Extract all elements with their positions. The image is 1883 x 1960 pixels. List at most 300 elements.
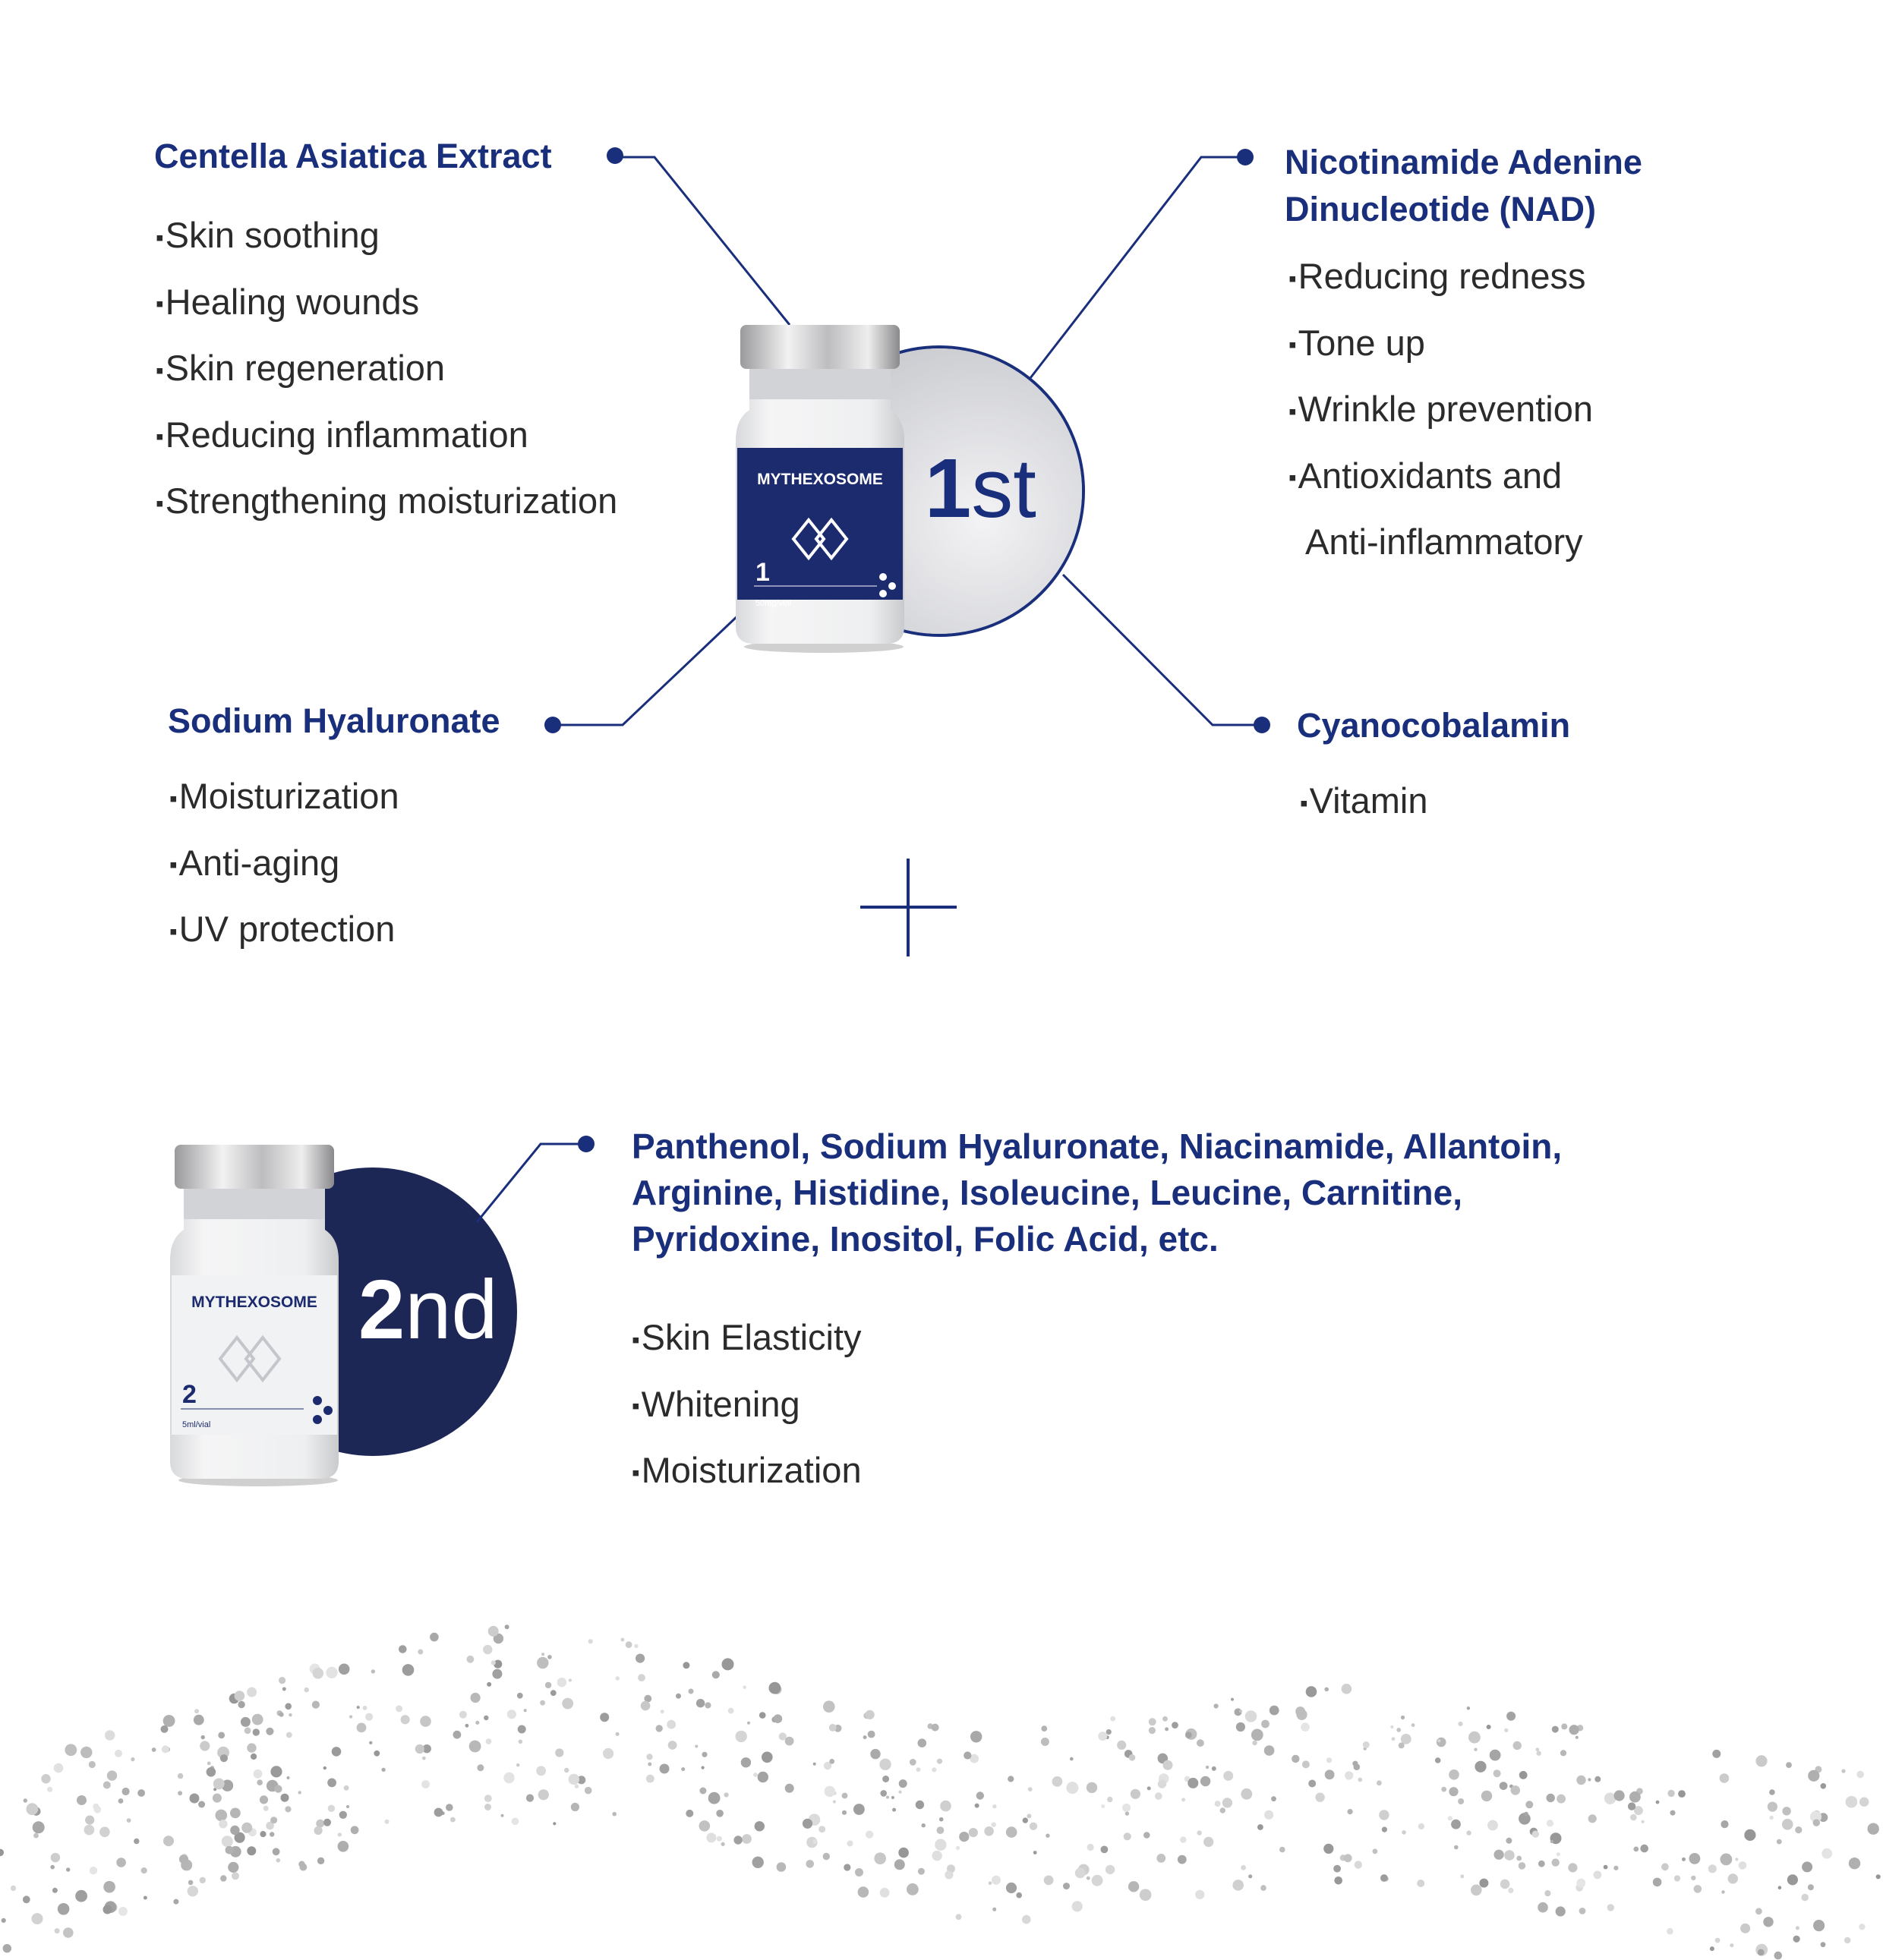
particle-dot <box>1519 1771 1528 1779</box>
particle-dot <box>964 1751 971 1759</box>
particle-dot <box>918 1868 925 1875</box>
particle-dot <box>222 1836 233 1847</box>
particle-dot <box>569 1679 572 1682</box>
particle-dot <box>488 1626 499 1637</box>
particle-dot <box>1140 1889 1152 1901</box>
second-badge-suffix: nd <box>405 1263 498 1357</box>
particle-dot <box>932 1767 936 1772</box>
particle-dot <box>641 1701 651 1711</box>
particle-dot <box>220 1754 228 1762</box>
particle-dot <box>708 1792 721 1804</box>
particle-dot <box>1511 1785 1521 1795</box>
particle-dot <box>1763 1917 1773 1927</box>
particle-dot <box>907 1883 919 1895</box>
particle-dot <box>1720 1773 1730 1783</box>
particle-dot <box>141 1867 147 1873</box>
particle-dot <box>257 1779 263 1785</box>
particle-dot <box>545 1682 551 1688</box>
particle-dot <box>1689 1853 1701 1864</box>
particle-dot <box>1197 1739 1204 1747</box>
particle-dot <box>422 1757 426 1760</box>
particle-dot <box>712 1671 720 1678</box>
particle-dot <box>1251 1729 1263 1741</box>
particle-dot <box>1782 1819 1793 1830</box>
particle-dot <box>41 1774 50 1783</box>
particle-dot <box>600 1713 609 1722</box>
particle-dot <box>667 1720 676 1729</box>
particle-dot <box>103 1881 115 1893</box>
particle-dot <box>932 1724 939 1732</box>
particle-dot <box>969 1828 978 1837</box>
particle-dot <box>823 1853 830 1860</box>
particle-dot <box>1231 1698 1234 1701</box>
list-item: ▪ Skin regeneration <box>156 336 617 403</box>
particle-dot <box>107 1770 117 1780</box>
particle-dot <box>882 1776 889 1782</box>
particle-dot <box>1232 1880 1244 1891</box>
particle-dot <box>1694 1885 1702 1893</box>
particle-dot <box>1710 1946 1714 1951</box>
particle-dot <box>483 1645 492 1654</box>
particle-dot <box>446 1804 453 1811</box>
particle-dot <box>1674 1875 1680 1881</box>
particle-dot <box>122 1788 130 1795</box>
list-item-continuation: Anti-inflammatory <box>1305 522 1583 562</box>
particle-dot <box>1846 1796 1858 1808</box>
particle-dot <box>1125 1811 1129 1815</box>
particle-dot <box>1178 1855 1187 1864</box>
particle-dot <box>200 1741 210 1750</box>
particle-dot <box>198 1801 205 1808</box>
particle-dot <box>716 1810 724 1817</box>
particle-dot <box>118 1798 124 1804</box>
particle-dot <box>471 1693 481 1703</box>
particle-dot <box>127 1818 131 1823</box>
particle-dot <box>1390 1725 1393 1728</box>
particle-dot <box>207 1767 216 1777</box>
particle-dot <box>90 1867 97 1874</box>
particle-dot <box>1016 1892 1022 1899</box>
particle-dot <box>517 1693 523 1699</box>
sodium-benefits <box>169 764 399 964</box>
particle-dot <box>252 1714 263 1725</box>
particle-dot <box>270 1832 274 1836</box>
particle-dot <box>970 1731 982 1742</box>
particle-dot <box>93 1804 99 1810</box>
particle-dot <box>626 1641 632 1648</box>
particle-dot <box>742 1834 752 1844</box>
particle-dot <box>910 1759 916 1766</box>
particle-dot <box>1342 1684 1352 1694</box>
particle-dot <box>1841 1769 1845 1773</box>
particle-dot <box>1156 1854 1165 1863</box>
particle-dot <box>1594 1776 1601 1782</box>
nad-heading-line2: Dinucleotide (NAD) <box>1285 190 1596 228</box>
particle-dot <box>251 1754 257 1760</box>
connector-dot-cyano <box>1254 717 1270 733</box>
particle-dot <box>85 1816 94 1825</box>
list-item: ▪ Healing wounds <box>156 270 617 337</box>
particle-dot <box>1075 1868 1086 1879</box>
particle-dot <box>785 1784 794 1793</box>
particle-dot <box>1451 1820 1461 1829</box>
particle-dot <box>1466 1830 1471 1835</box>
particle-dot <box>1437 1739 1440 1742</box>
particle-dot <box>238 1701 244 1708</box>
second-badge-number: 2 <box>358 1263 405 1357</box>
particle-dot <box>1087 1782 1097 1793</box>
particle-dot <box>338 1841 349 1852</box>
particle-dot <box>507 1709 516 1719</box>
list-item: ▪ Vitamin <box>1300 769 1428 836</box>
particle-dot <box>1691 1876 1695 1880</box>
particle-dot <box>741 1757 751 1767</box>
particle-dot <box>825 1786 835 1797</box>
particle-dot <box>1735 1858 1738 1861</box>
particle-dot <box>1070 1757 1074 1761</box>
particle-dot <box>346 1805 349 1808</box>
particle-dot <box>1575 1736 1579 1739</box>
particle-dot <box>1532 1831 1539 1838</box>
particle-dot <box>1557 1795 1566 1804</box>
particle-dot <box>1306 1686 1317 1697</box>
particle-dot <box>1087 1876 1090 1880</box>
particle-dot <box>892 1808 896 1812</box>
particle-dot <box>1653 1878 1662 1887</box>
particle-dot <box>279 1677 285 1684</box>
centella-heading: Centella Asiatica Extract <box>154 137 552 175</box>
particle-dot <box>886 1796 889 1799</box>
particle-dot <box>1270 1706 1279 1716</box>
particle-dot <box>213 1779 225 1790</box>
particle-dot <box>3 1944 11 1952</box>
vial-2-number: 2 <box>182 1380 197 1409</box>
particle-dot <box>0 1849 4 1857</box>
particle-dot <box>1129 1754 1136 1761</box>
particle-dot <box>89 1761 96 1768</box>
particle-dot <box>1163 1760 1173 1770</box>
particle-dot <box>332 1747 342 1757</box>
particle-dot <box>270 1766 282 1777</box>
particle-dot <box>992 1908 996 1911</box>
particle-dot <box>585 1787 592 1795</box>
particle-dot <box>975 1804 979 1808</box>
particle-dot <box>219 1820 227 1828</box>
second-badge-label <box>358 1262 498 1358</box>
list-item: ▪ Reducing redness <box>1288 244 1593 311</box>
particle-dot <box>1402 1830 1406 1835</box>
particle-dot <box>1821 1848 1832 1859</box>
particle-dot <box>434 1808 443 1817</box>
particle-dot <box>1525 1801 1533 1808</box>
particle-dot <box>945 1870 953 1879</box>
particle-dot <box>1323 1844 1333 1854</box>
particle-dot <box>1236 1722 1245 1732</box>
particle-dot <box>1479 1879 1488 1888</box>
particle-dot <box>467 1656 475 1663</box>
particle-dot <box>357 1723 367 1733</box>
list-item: ▪ Anti-aging <box>169 831 399 898</box>
particle-dot <box>1782 1807 1790 1815</box>
particle-dot <box>1248 1874 1252 1878</box>
particle-dot <box>475 1721 479 1725</box>
particle-dot <box>1721 1820 1728 1828</box>
particle-dot <box>721 1842 725 1846</box>
particle-dot <box>1519 1862 1526 1870</box>
particle-dot <box>54 1763 64 1773</box>
particle-dot <box>162 1745 169 1753</box>
particle-dot <box>1506 1838 1512 1844</box>
particle-dot <box>194 1715 204 1725</box>
particle-dot <box>241 1823 252 1833</box>
particle-dot <box>689 1689 694 1694</box>
particle-dot <box>1604 1865 1608 1870</box>
cyano-benefits <box>1300 769 1428 836</box>
particle-dot <box>880 1888 890 1898</box>
particle-dot <box>728 1708 734 1714</box>
particle-dot <box>638 1674 645 1681</box>
particle-dot <box>812 1839 817 1844</box>
particle-dot <box>11 1886 16 1891</box>
particle-dot <box>1399 1742 1405 1748</box>
particle-dot <box>758 1772 768 1782</box>
particle-dot <box>1392 1737 1396 1741</box>
particle-dot <box>80 1747 92 1758</box>
particle-dot <box>1755 1908 1762 1914</box>
particle-dot <box>188 1880 194 1886</box>
particle-dot <box>1778 1886 1782 1889</box>
particle-dot <box>298 1861 304 1867</box>
particle-dot <box>374 1750 380 1757</box>
particle-dot <box>847 1841 853 1847</box>
particle-dot <box>1023 1817 1028 1823</box>
particle-dot <box>161 1725 169 1733</box>
particle-dot <box>338 1832 342 1836</box>
particle-dot <box>541 1653 544 1656</box>
particle-dot <box>1363 1741 1370 1748</box>
connector-dot-sodium <box>544 717 561 733</box>
particle-dot <box>932 1851 942 1861</box>
particle-dot <box>99 1827 110 1838</box>
particle-dot <box>213 1794 222 1803</box>
particle-dot <box>1777 1839 1782 1845</box>
particle-dot <box>371 1669 375 1673</box>
particle-dot <box>1821 1942 1826 1947</box>
particle-dot <box>27 1803 39 1815</box>
particle-dot <box>1124 1832 1131 1840</box>
particle-dot <box>1493 1769 1501 1777</box>
particle-dot <box>855 1868 863 1876</box>
particle-dot <box>1508 1888 1513 1893</box>
particle-dot <box>317 1858 324 1864</box>
second-ingredients-heading <box>632 1123 1562 1262</box>
particle-dot <box>1214 1703 1219 1708</box>
particle-dot <box>1033 1851 1037 1854</box>
particle-dot <box>759 1712 766 1719</box>
particle-dot <box>1222 1798 1232 1807</box>
particle-dot <box>1516 1856 1522 1861</box>
particle-dot <box>564 1768 569 1773</box>
particle-dot <box>557 1678 566 1687</box>
particle-dot <box>401 1715 410 1724</box>
particle-dot <box>733 1836 742 1844</box>
first-badge-number: 1 <box>925 442 972 535</box>
second-ingredients-line: Panthenol, Sodium Hyaluronate, Niacinamide, Allantoin, <box>632 1127 1563 1166</box>
particle-dot <box>484 1716 488 1720</box>
particle-dot <box>281 1794 289 1802</box>
particle-dot <box>1131 1789 1140 1799</box>
particle-dot <box>363 1706 367 1710</box>
particle-dot <box>163 1715 175 1727</box>
list-item: ▪ Moisturization <box>632 1438 862 1505</box>
particle-dot <box>1787 1874 1798 1885</box>
particle-dot <box>220 1875 226 1881</box>
particle-dot <box>516 1763 519 1766</box>
particle-dot <box>200 1877 206 1883</box>
particle-dot <box>228 1862 238 1873</box>
particle-dot <box>58 1903 70 1915</box>
particle-dot <box>232 1872 239 1880</box>
list-item: ▪ Strengthening moisturization <box>156 469 617 536</box>
particle-dot <box>916 1801 924 1809</box>
particle-dot <box>115 1750 122 1757</box>
particle-dot <box>1796 1926 1799 1930</box>
particle-dot <box>207 1762 211 1766</box>
particle-dot <box>747 1722 750 1725</box>
particle-dot <box>1334 1876 1342 1885</box>
particle-dot <box>103 1905 112 1914</box>
particle-dot <box>616 1732 620 1736</box>
particle-dot <box>1667 1928 1673 1935</box>
particle-dot <box>1667 1790 1674 1797</box>
particle-dot <box>492 1669 502 1679</box>
particle-dot <box>247 1743 256 1752</box>
particle-dot <box>484 1795 492 1802</box>
particle-dot <box>459 1711 467 1719</box>
particle-dot <box>173 1899 178 1905</box>
particle-dot <box>1181 1798 1185 1801</box>
particle-dot <box>1325 1769 1335 1779</box>
particle-dot <box>1158 1779 1166 1788</box>
particle-dot <box>681 1767 685 1771</box>
particle-dot <box>1813 1920 1825 1931</box>
particle-dot <box>553 1822 556 1825</box>
particle-dot <box>575 1785 579 1788</box>
particle-dot <box>1188 1778 1198 1788</box>
particle-dot <box>870 1749 880 1759</box>
particle-dot <box>1795 1826 1802 1833</box>
second-ingredients-line: Pyridoxine, Inositol, Folic Acid, etc. <box>632 1219 1219 1259</box>
particle-dot <box>646 1775 654 1783</box>
particle-dot <box>1613 1866 1618 1870</box>
particle-dot <box>1642 1820 1645 1823</box>
particle-dot <box>1092 1875 1103 1886</box>
particle-dot <box>103 1782 111 1789</box>
particle-dot <box>399 1645 407 1653</box>
list-item: ▪ Moisturization <box>169 764 399 831</box>
particle-dot <box>1401 1716 1405 1719</box>
particle-dot <box>1027 1813 1031 1818</box>
particle-dot <box>247 1846 256 1855</box>
particle-dot <box>235 1691 245 1701</box>
particle-dot <box>1769 1789 1775 1795</box>
particle-dot <box>1547 1794 1555 1802</box>
connector-cyano <box>1063 575 1262 725</box>
particle-dot <box>1844 1937 1851 1944</box>
particle-dot <box>286 1776 289 1779</box>
particle-dot <box>51 1853 60 1862</box>
particle-dot <box>63 1927 74 1938</box>
particle-dot <box>616 1676 620 1680</box>
particle-dot <box>1377 1780 1382 1785</box>
particle-dot <box>1594 1870 1602 1879</box>
particle-dot <box>844 1864 850 1870</box>
particle-dot <box>1101 1846 1109 1854</box>
nad-heading <box>1285 139 1642 233</box>
particle-dot <box>1755 1755 1767 1766</box>
particle-dot <box>1411 1723 1415 1727</box>
particle-dot <box>312 1701 320 1709</box>
particle-dot <box>1640 1845 1648 1853</box>
particle-dot <box>316 1820 324 1828</box>
particle-dot <box>1008 1776 1014 1782</box>
particle-dot <box>1143 1832 1150 1839</box>
particle-dot <box>216 1810 228 1822</box>
particle-dot <box>1460 1874 1464 1878</box>
particle-dot <box>1128 1881 1139 1892</box>
particle-dot <box>571 1803 579 1811</box>
particle-dot <box>976 1791 984 1799</box>
particle-dot <box>1352 1761 1358 1766</box>
particle-dot <box>842 1793 848 1799</box>
particle-dot <box>1261 1720 1270 1728</box>
particle-dot <box>1670 1810 1676 1816</box>
particle-dot <box>1101 1804 1105 1808</box>
particle-dot <box>518 1725 526 1734</box>
particle-dot <box>137 1789 145 1797</box>
particle-dot <box>829 1724 837 1732</box>
particle-dot <box>1333 1865 1341 1873</box>
particle-dot <box>1355 1861 1362 1868</box>
particle-dot <box>33 1821 45 1833</box>
particle-dot <box>1721 1854 1733 1866</box>
particle-dot <box>818 1826 825 1832</box>
particle-dot <box>803 1819 812 1829</box>
particle-dot <box>1223 1771 1233 1781</box>
particle-dot <box>1435 1757 1441 1763</box>
particle-dot <box>77 1795 87 1805</box>
particle-dot <box>144 1896 147 1900</box>
particle-dot <box>956 1914 962 1920</box>
particle-dot <box>313 1668 324 1679</box>
particle-dot <box>899 1779 907 1788</box>
particle-dot <box>244 1727 251 1734</box>
particle-dot <box>1162 1716 1168 1722</box>
particle-dot <box>327 1779 336 1788</box>
particle-dot <box>1661 1863 1669 1870</box>
particle-dot <box>1712 1750 1721 1758</box>
particle-dot <box>550 1690 557 1696</box>
particle-dot <box>1569 1725 1579 1735</box>
particle-dot <box>1588 1814 1597 1823</box>
particle-dot <box>1006 1883 1017 1893</box>
nad-benefits <box>1288 244 1593 577</box>
particle-wave-decoration <box>0 1518 1883 1960</box>
particle-dot <box>1552 1858 1560 1866</box>
particle-dot <box>274 1785 282 1793</box>
particle-dot <box>1588 1778 1591 1781</box>
particle-dot <box>717 1836 722 1842</box>
